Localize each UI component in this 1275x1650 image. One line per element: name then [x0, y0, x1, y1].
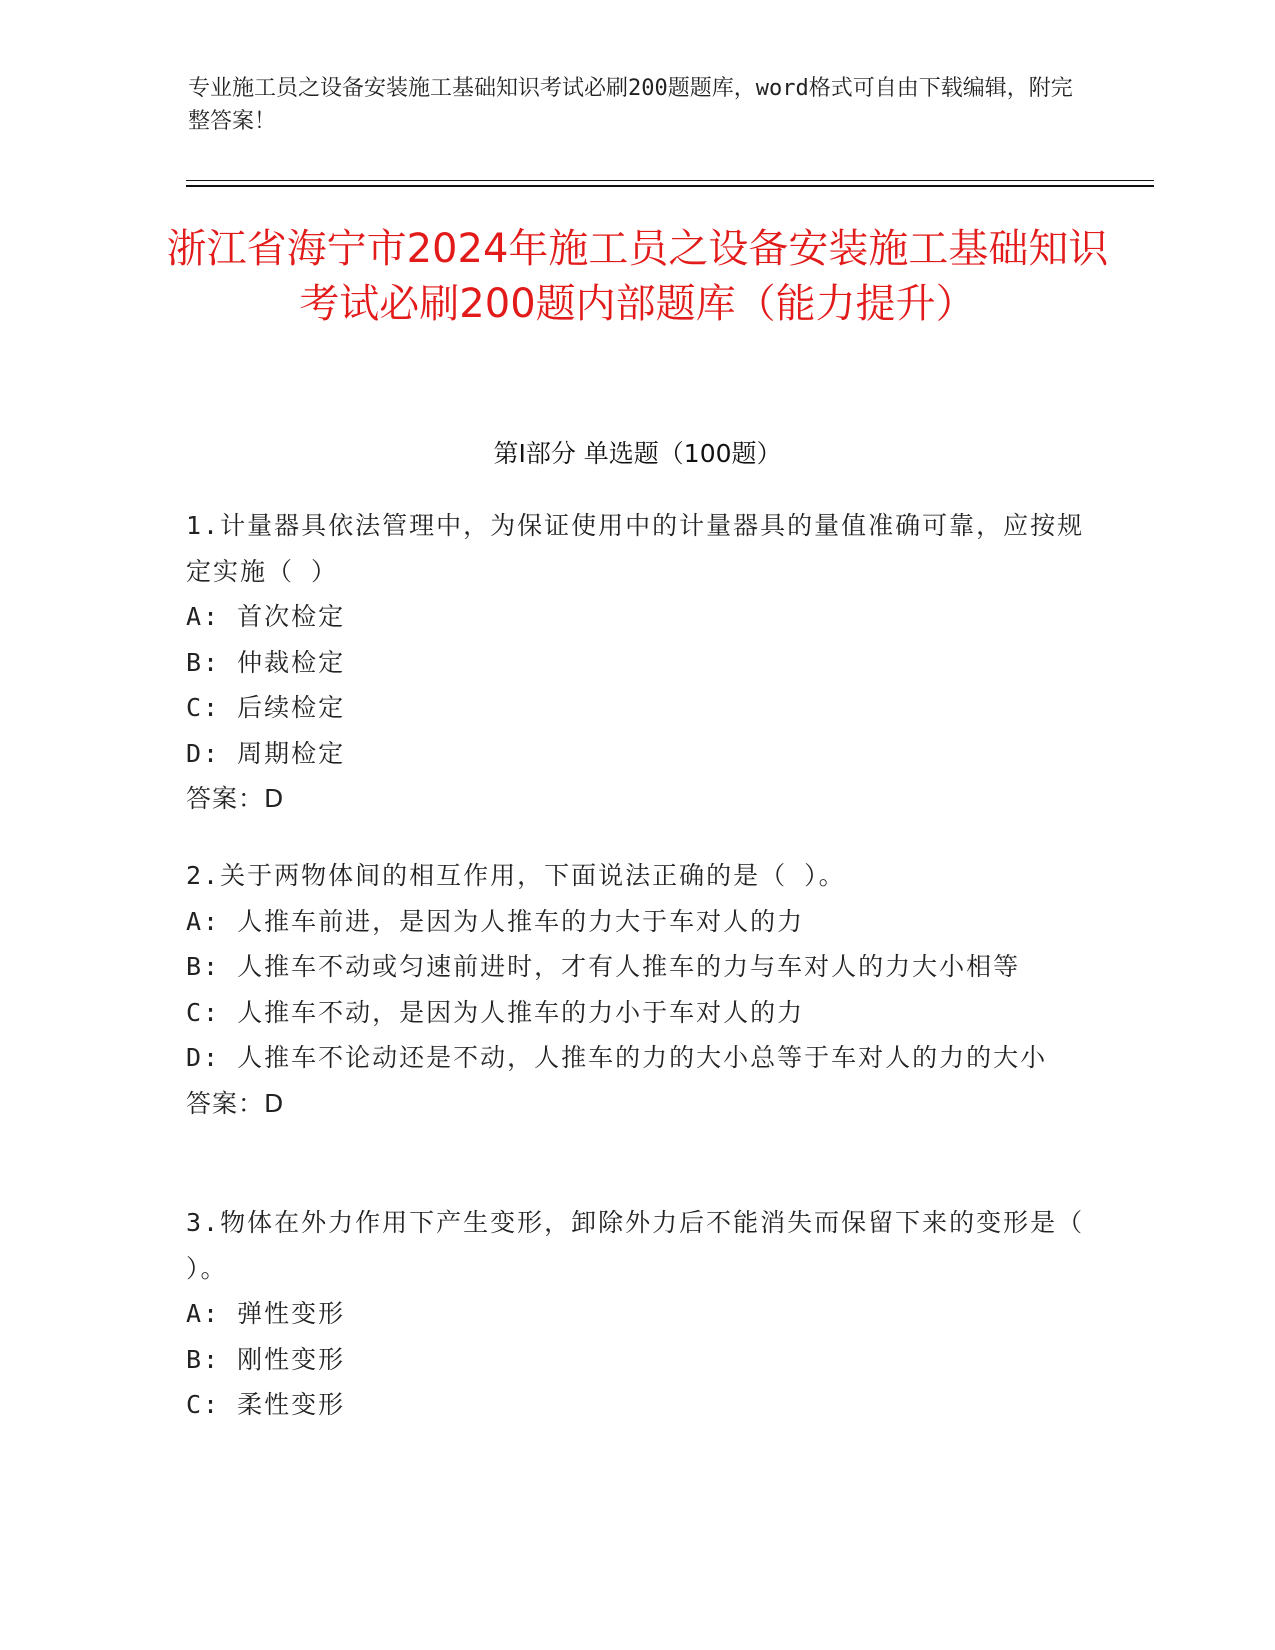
- question-2: [186, 853, 1086, 1126]
- option-d: D: 周期检定: [186, 738, 346, 768]
- option-a: A: 人推车前进，是因为人推车的力大于车对人的力: [186, 906, 805, 936]
- option-c: C: 人推车不动，是因为人推车的力小于车对人的力: [186, 997, 805, 1027]
- section-heading: 第I部分 单选题（100题）: [493, 439, 782, 468]
- option-b: B: 人推车不动或匀速前进时，才有人推车的力与车对人的力大小相等: [186, 952, 1021, 981]
- question-text: 1.计量器具依法管理中，为保证使用中的计量器具的量值准确可靠，应按规定实施（ ）: [186, 511, 1085, 586]
- document-title: 浙江省海宁市2024年施工员之设备安装施工基础知识考试必刷200题内部题库（能力提升）: [166, 226, 1109, 327]
- answer-line: 答案：D: [186, 1088, 285, 1118]
- option-a: A: 弹性变形: [186, 1299, 346, 1328]
- option-b: B: 仲裁检定: [186, 647, 346, 677]
- header-divider-thin: [186, 180, 1154, 181]
- header-divider-thick: [186, 185, 1154, 187]
- option-c: C: 柔性变形: [186, 1390, 346, 1419]
- question-text: 2.关于两物体间的相互作用，下面说法正确的是（ ）。: [186, 861, 846, 890]
- question-3: [186, 1200, 1086, 1428]
- header-note: 专业施工员之设备安装施工基础知识考试必刷200题题库，word格式可自由下载编辑，附完整答案！: [188, 76, 1073, 134]
- option-d: D: 人推车不论动还是不动，人推车的力的大小总等于车对人的力的大小: [186, 1043, 1048, 1072]
- question-text: 3.物体在外力作用下产生变形，卸除外力后不能消失而保留下来的变形是（ ）。: [186, 1208, 1085, 1283]
- option-a: A: 首次检定: [186, 602, 346, 631]
- question-1: [186, 503, 1086, 822]
- answer-line: 答案：D: [186, 784, 285, 813]
- option-b: B: 刚性变形: [186, 1344, 346, 1374]
- option-c: C: 后续检定: [186, 693, 346, 722]
